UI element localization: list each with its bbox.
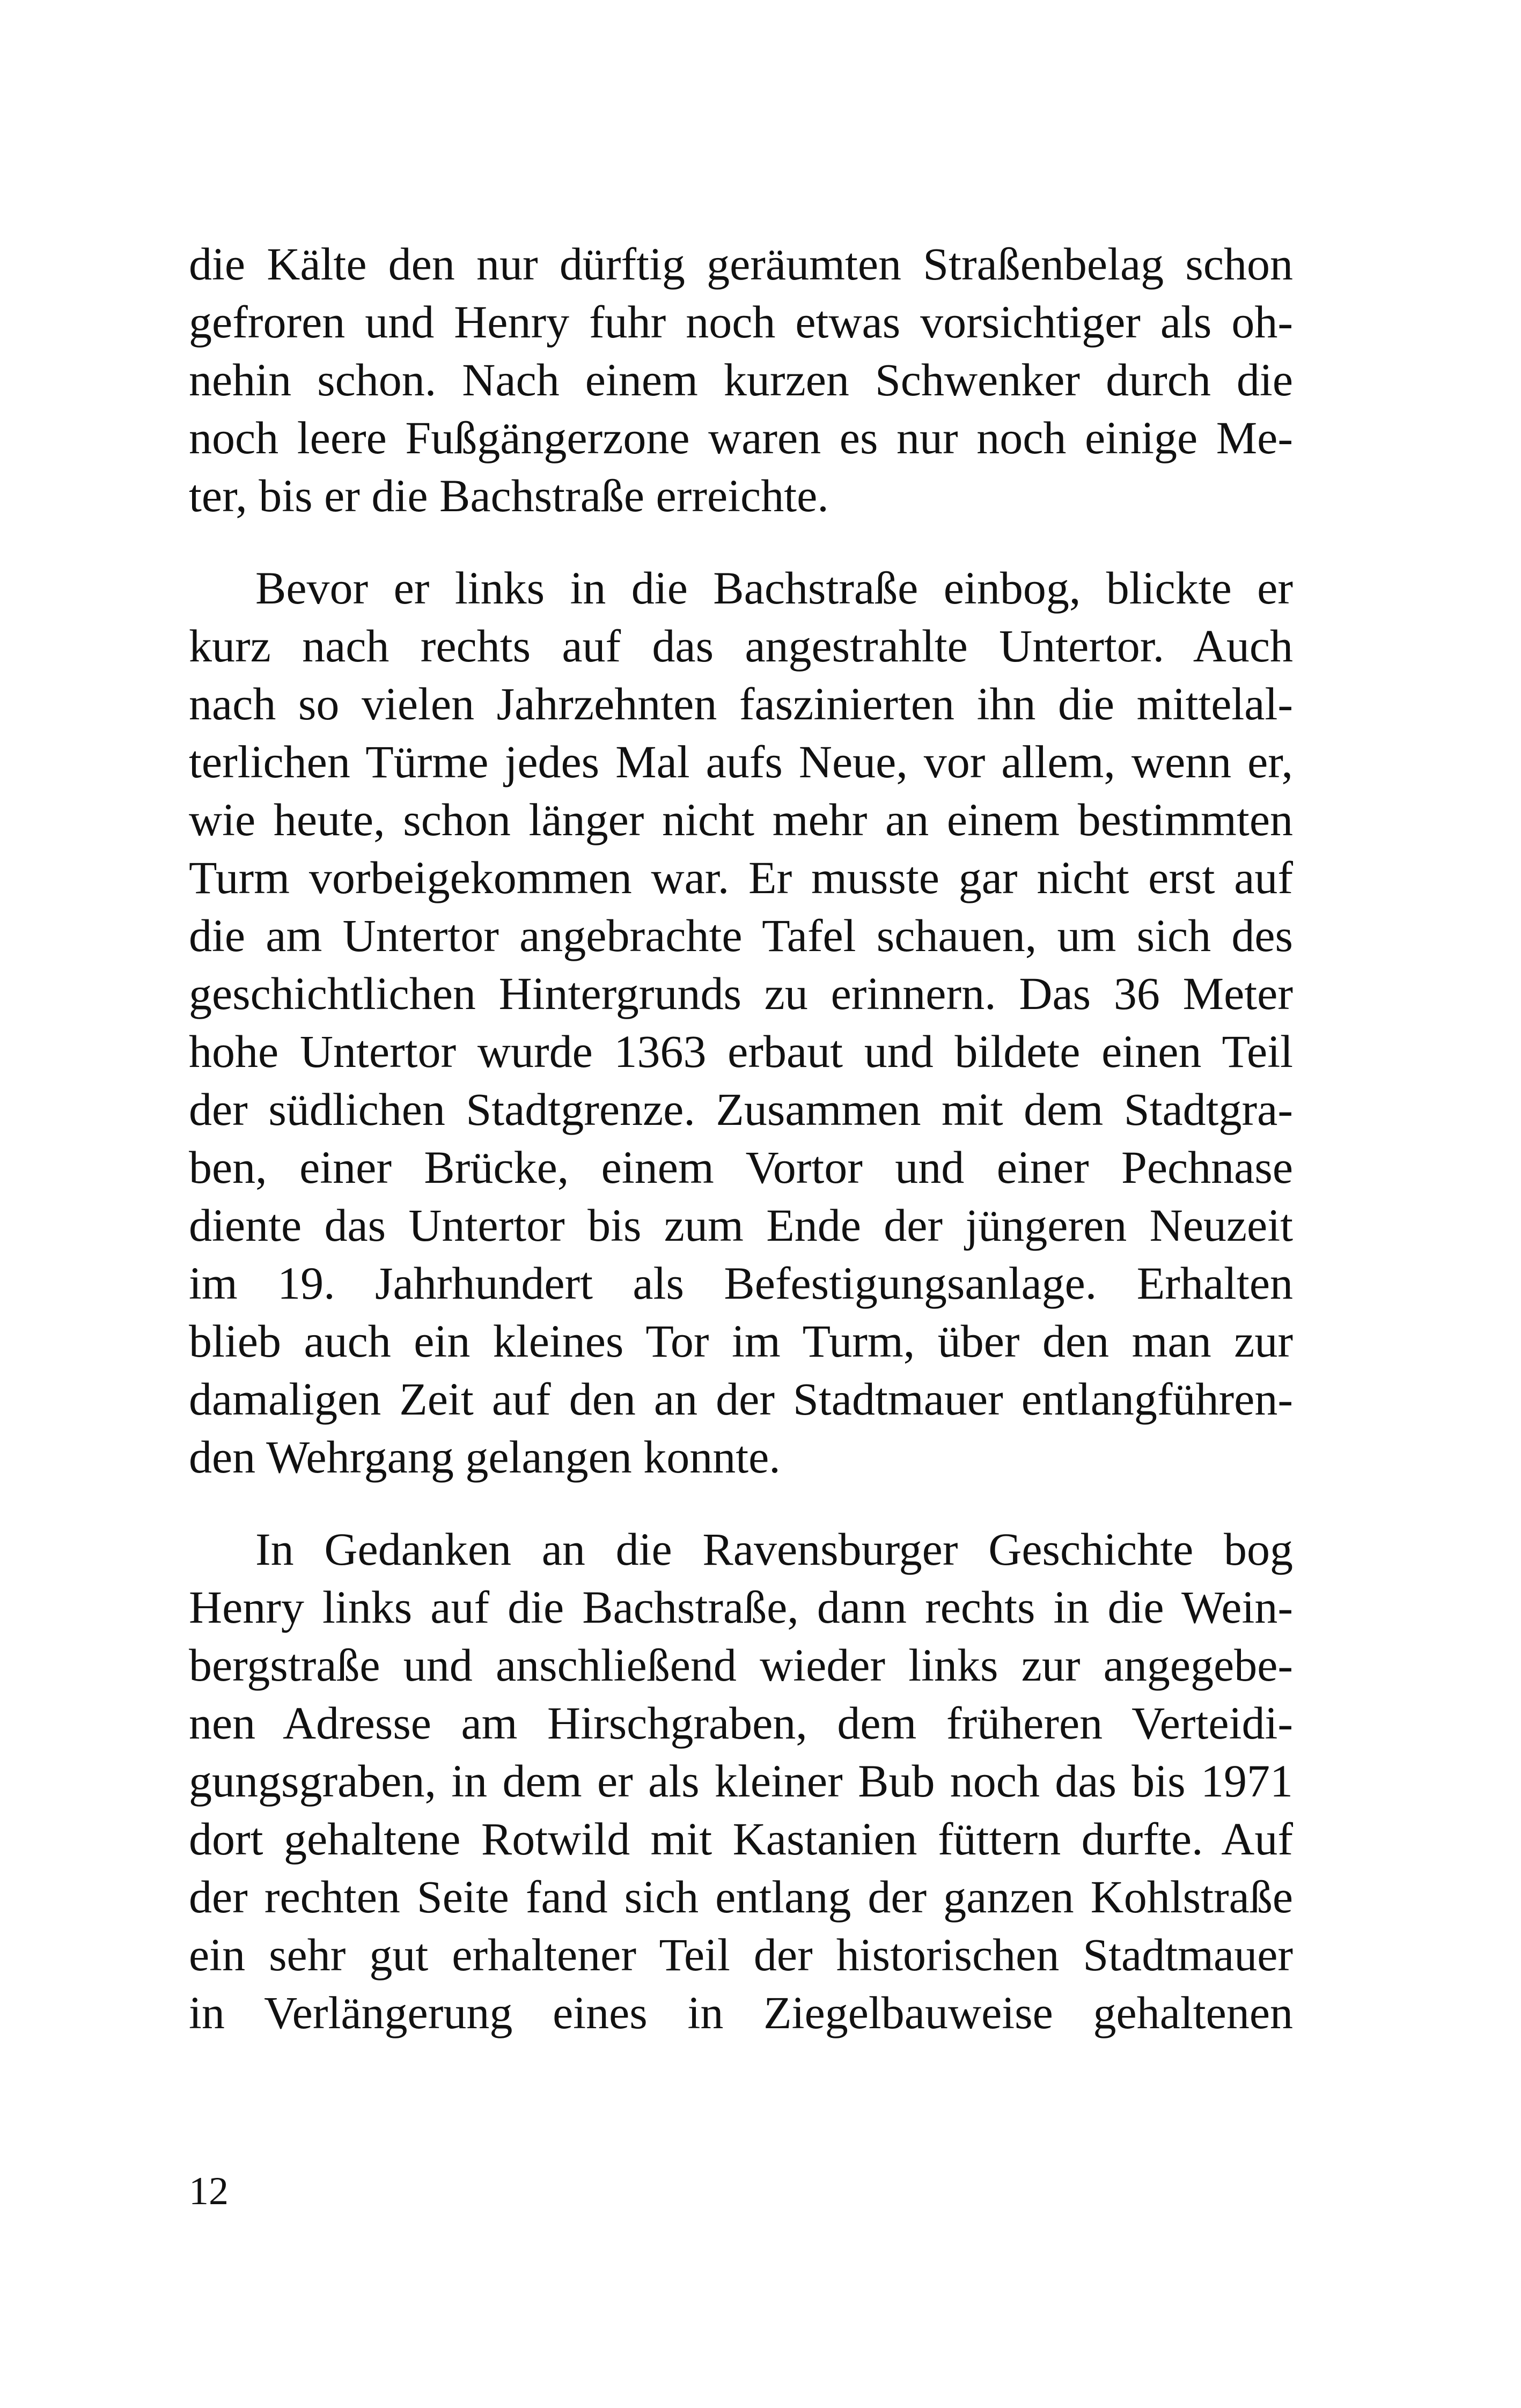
text-line: der südlichen Stadtgrenze. Zusammen mit dem Stadtgra- [189, 1084, 1293, 1135]
text-line: nen Adresse am Hirschgraben, dem früheren Verteidi- [189, 1697, 1293, 1749]
text-line: blieb auch ein kleines Tor im Turm, über den man zur [189, 1315, 1293, 1367]
text-line: diente das Untertor bis zum Ende der jüngeren Neuzeit [189, 1199, 1293, 1251]
text-line: damaligen Zeit auf den an der Stadtmauer entlangführen- [189, 1373, 1293, 1425]
text-line: nach so vielen Jahrzehnten faszinierten ihn die mittelal- [189, 678, 1293, 730]
text-line: die Kälte den nur dürftig geräumten Straßenbelag schon [189, 238, 1293, 290]
text-line: geschichtlichen Hintergrunds zu erinnern. Das 36 Meter [189, 968, 1293, 1019]
text-line: Henry links auf die Bachstraße, dann rechts in die Wein- [189, 1581, 1293, 1633]
paragraph [189, 235, 1293, 525]
text-line: bergstraße und anschließend wieder links zur angegebe- [189, 1639, 1293, 1691]
text-line: Turm vorbeigekommen war. Er musste gar nicht erst auf [189, 852, 1293, 903]
text-line: ben, einer Brücke, einem Vortor und einer Pechnase [189, 1142, 1293, 1193]
body-text [189, 235, 1293, 2042]
text-line: wie heute, schon länger nicht mehr an einem bestimmten [189, 794, 1293, 845]
text-line: im 19. Jahrhundert als Befestigungsanlage. Erhalten [189, 1257, 1293, 1309]
text-line: den Wehrgang gelangen konnte. [189, 1431, 781, 1483]
text-line: der rechten Seite fand sich entlang der ganzen Kohlstraße [189, 1871, 1293, 1923]
text-line: ein sehr gut erhaltener Teil der historischen Stadtmauer [189, 1929, 1293, 1980]
text-line: gefroren und Henry fuhr noch etwas vorsichtiger als oh- [189, 296, 1293, 348]
text-line: nehin schon. Nach einem kurzen Schwenker durch die [189, 354, 1293, 406]
text-line: die am Untertor angebrachte Tafel schauen, um sich des [189, 910, 1293, 961]
text-line: noch leere Fußgängerzone waren es nur noch einige Me- [189, 412, 1293, 463]
page-number: 12 [189, 2169, 229, 2213]
text-line: hohe Untertor wurde 1363 erbaut und bildete einen Teil [189, 1026, 1293, 1077]
paragraph [189, 559, 1293, 1486]
text-line: terlichen Türme jedes Mal aufs Neue, vor allem, wenn er, [189, 736, 1293, 787]
text-line: Bevor er links in die Bachstraße einbog, blickte er [255, 562, 1293, 614]
text-line: gungsgraben, in dem er als kleiner Bub noch das bis 1971 [189, 1755, 1293, 1807]
text-line: dort gehaltene Rotwild mit Kastanien füttern durfte. Auf [189, 1813, 1293, 1865]
text-line: in Verlängerung eines in Ziegelbauweise gehaltenen [189, 1987, 1293, 2038]
text-line: In Gedanken an die Ravensburger Geschichte bog [255, 1523, 1293, 1575]
text-line: ter, bis er die Bachstraße erreichte. [189, 470, 829, 521]
text-line: kurz nach rechts auf das angestrahlte Untertor. Auch [189, 620, 1293, 672]
paragraph [189, 1520, 1293, 2042]
